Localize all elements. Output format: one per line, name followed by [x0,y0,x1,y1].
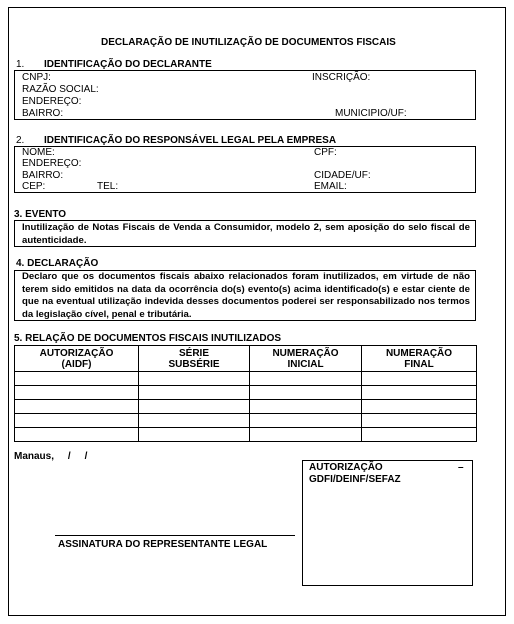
inscricao-label: INSCRIÇÃO: [312,72,371,83]
table-row [15,386,477,400]
table-cell[interactable] [15,414,139,428]
col-serie-line1: SÉRIE [178,347,209,359]
section4-text: Declaro que os documentos fiscais abaixo relacionados foram inutilizados, em virtude de não terem sido emitidos na data da ocorrência do(s) evento(s) acima identificado(s) e estar ciente de que na eventual utilização indevida desses documentos poderei ser responsabilizado nos termos da legislação cível, penal e tributária. [22,271,470,320]
table-row [15,400,477,414]
col-numeracao-final-header [362,346,477,372]
table-row [15,428,477,442]
endereco-label: ENDEREÇO: [22,96,82,107]
col-autorizacao-line2: (AIDF) [61,358,92,370]
table-cell[interactable] [139,414,250,428]
table-cell[interactable] [15,428,139,442]
table-cell[interactable] [15,400,139,414]
section4-heading: 4. DECLARAÇÃO [16,258,99,269]
table-cell[interactable] [139,372,250,386]
section2-box [14,146,476,193]
cpf-label: CPF: [314,147,337,158]
table-cell[interactable] [362,400,477,414]
col-serie-line2: SUBSÉRIE [168,358,220,370]
section5-heading: 5. RELAÇÃO DE DOCUMENTOS FISCAIS INUTILIZADOS [14,333,282,344]
section1-number: 1. [16,59,25,70]
col-numeracao-inicial-line2: INICIAL [287,358,324,370]
email-label: EMAIL: [314,181,347,192]
table-header-row [15,346,477,372]
signature-label: ASSINATURA DO REPRESENTANTE LEGAL [58,539,268,550]
table-cell[interactable] [250,372,362,386]
col-serie-header [139,346,250,372]
authorization-dash: – [458,462,464,473]
municipio-uf-label: MUNICIPIO/UF: [335,108,407,119]
table-cell[interactable] [15,386,139,400]
nome-label: NOME: [22,147,55,158]
razao-social-label: RAZÃO SOCIAL: [22,84,99,95]
cep-label: CEP: [22,181,46,192]
table-cell[interactable] [15,372,139,386]
table-cell[interactable] [250,428,362,442]
section2-number: 2. [16,135,25,146]
authorization-line2: GDFI/DEINF/SEFAZ [309,474,401,485]
cidade-uf-label: CIDADE/UF: [314,170,371,181]
cnpj-label: CNPJ: [22,72,51,83]
col-numeracao-inicial-line1: NUMERAÇÃO [272,347,339,359]
section2-heading: IDENTIFICAÇÃO DO RESPONSÁVEL LEGAL PELA EMPRESA [44,135,337,146]
table-cell[interactable] [362,372,477,386]
bairro-label: BAIRRO: [22,108,64,119]
tel-label: TEL: [97,181,119,192]
table-cell[interactable] [362,414,477,428]
table-cell[interactable] [250,400,362,414]
section1-box [14,70,476,120]
endereco-2-label: ENDEREÇO: [22,158,82,169]
documents-table [14,345,477,442]
table-cell[interactable] [250,414,362,428]
table-cell[interactable] [362,428,477,442]
table-cell[interactable] [139,428,250,442]
table-row [15,414,477,428]
table-row [15,372,477,386]
col-numeracao-final-line2: FINAL [404,358,434,370]
section1-heading: IDENTIFICAÇÃO DO DECLARANTE [44,59,212,70]
table-cell[interactable] [250,386,362,400]
col-autorizacao-header [15,346,139,372]
col-numeracao-final-line1: NUMERAÇÃO [385,347,453,359]
table-cell[interactable] [139,400,250,414]
signature-line [55,535,295,536]
table-cell[interactable] [362,386,477,400]
col-autorizacao-line1: AUTORIZAÇÃO [39,347,114,359]
bairro-2-label: BAIRRO: [22,170,64,181]
section3-heading: 3. EVENTO [14,209,67,220]
document-title: DECLARAÇÃO DE INUTILIZAÇÃO DE DOCUMENTOS FISCAIS [101,37,396,48]
col-numeracao-inicial-header [250,346,362,372]
place-date: Manaus, / / [14,451,88,462]
section3-text: Inutilização de Notas Fiscais de Venda a Consumidor, modelo 2, sem aposição do selo fiscal de autenticidade. [22,222,470,246]
table-cell[interactable] [139,386,250,400]
authorization-line1: AUTORIZAÇÃO [309,462,383,473]
